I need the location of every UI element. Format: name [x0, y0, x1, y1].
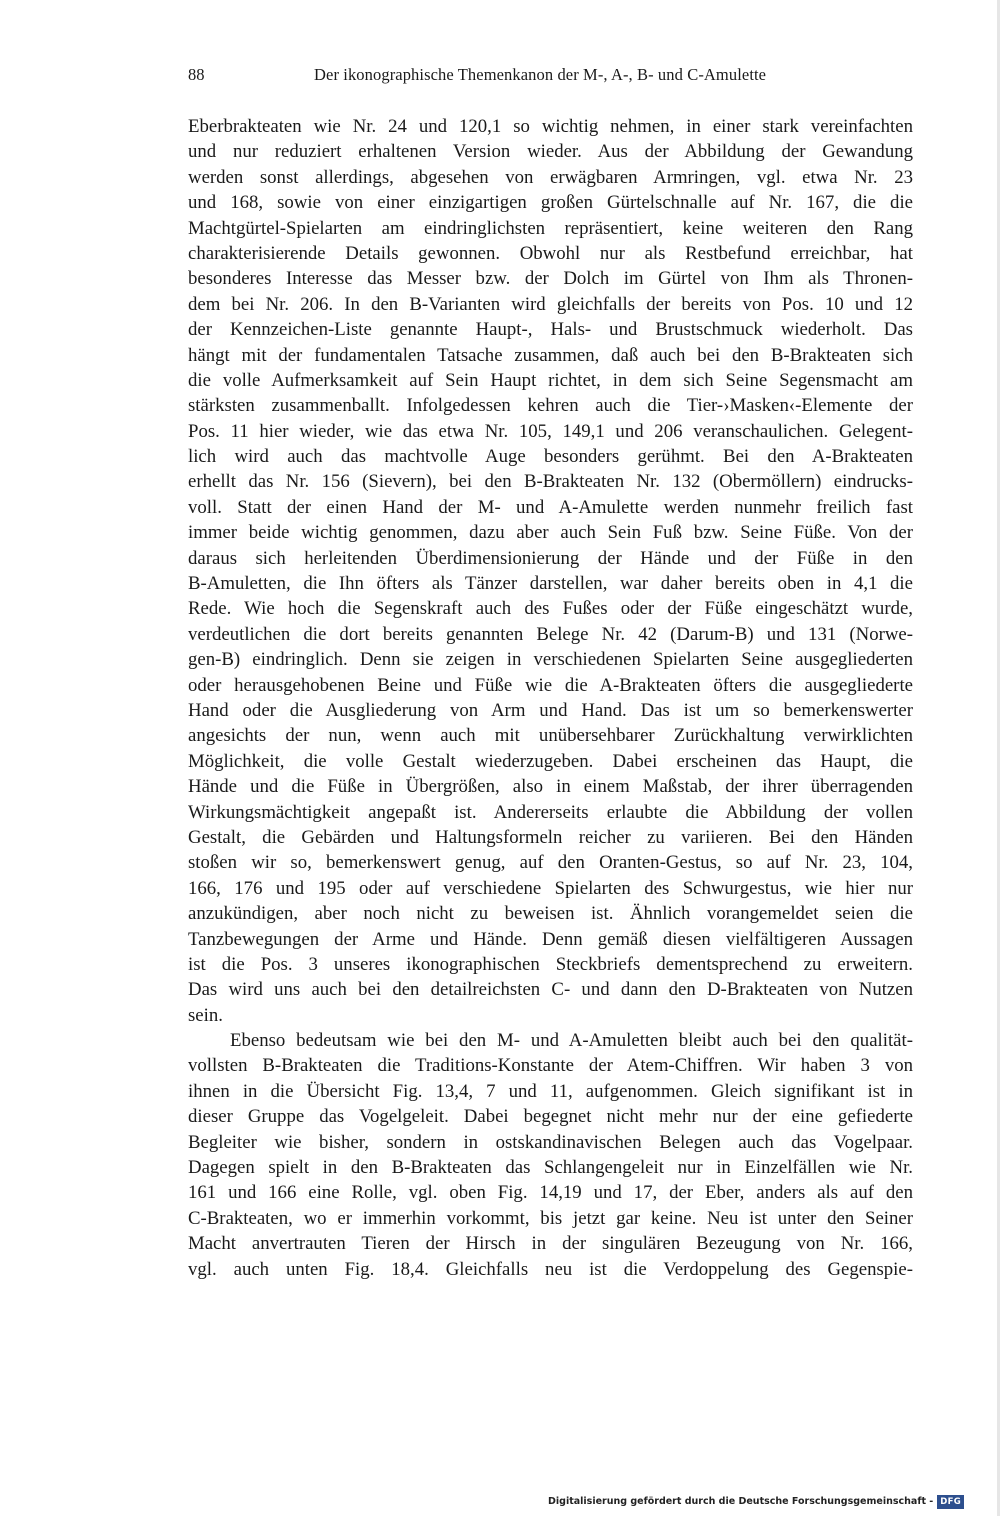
text-line: dem bei Nr. 206. In den B-Varianten wird gleichfalls der bereits von Pos. 10 und 12	[188, 293, 913, 315]
text-line: Gestalt, die Gebärden und Haltungsformeln reicher zu variieren. Bei den Händen	[188, 826, 913, 848]
text-line: Hand oder die Ausgliederung von Arm und Hand. Das ist um so bemerkenswerter	[188, 699, 913, 721]
text-line: stärksten zusammenballt. Infolgedessen kehren auch die Tier-›Masken‹-Elemente der	[188, 395, 913, 417]
text-line: 161 und 166 eine Rolle, vgl. oben Fig. 14,19 und 17, der Eber, anders als auf den	[188, 1182, 913, 1204]
text-line: verdeutlichen die dort bereits genannten Belege Nr. 42 (Darum-B) und 131 (Norwe-	[188, 623, 913, 645]
text-line: charakterisierende Details gewonnen. Obwohl nur als Restbefund erreichbar, hat	[188, 242, 913, 264]
text-line: Das wird uns auch bei den detailreichsten C- und dann den D-Brakteaten von Nutzen	[188, 979, 913, 1001]
text-line: Machtgürtel-Spielarten am eindringlichsten repräsentiert, keine weiteren den Rang	[188, 217, 913, 239]
digitization-credit	[548, 1494, 964, 1510]
text-line: vollsten B-Brakteaten die Traditions-Konstante der Atem-Chiffren. Wir haben 3 von	[188, 1055, 913, 1077]
text-line: die volle Aufmerksamkeit auf Sein Haupt richtet, in dem sich Seine Segensmacht am	[188, 369, 913, 391]
text-line: hängt mit der fundamentalen Tatsache zusammen, daß auch bei den B-Brakteaten sich	[188, 344, 913, 366]
text-line: stoßen wir so, bemerkenswert genug, auf den Oranten-Gestus, so auf Nr. 23, 104,	[188, 852, 913, 874]
text-line: Pos. 11 hier wieder, wie das etwa Nr. 105, 149,1 und 206 veranschaulichen. Gelegent-	[188, 420, 913, 442]
text-line: Begleiter wie bisher, sondern in ostskandinavischen Belegen auch das Vogelpaar.	[188, 1131, 913, 1153]
text-line: Möglichkeit, die volle Gestalt wiederzugeben. Dabei erscheinen das Haupt, die	[188, 750, 913, 772]
text-line-paragraph-start: Ebenso bedeutsam wie bei den M- und A-Amuletten bleibt auch bei den qualität-	[230, 1030, 913, 1052]
text-line: und 168, sowie von einer einzigartigen großen Gürtelschnalle auf Nr. 167, die die	[188, 192, 913, 214]
running-title: Der ikonographische Themenkanon der M-, A-, B- und C-Amulette	[314, 65, 767, 84]
text-line: Wirkungsmächtigkeit angepaßt ist. Andererseits erlaubte die Abbildung der vollen	[188, 801, 913, 823]
text-line: Hände und die Füße in Übergrößen, also in einem Maßstab, der ihrer überragenden	[188, 776, 913, 798]
text-line: Macht anvertrauten Tieren der Hirsch in der singulären Bezeugung von Nr. 166,	[188, 1233, 913, 1255]
text-line: B-Amuletten, die Ihn öfters als Tänzer darstellen, war daher bereits oben in 4,1 die	[188, 573, 913, 595]
text-line: daraus sich herleitenden Überdimensionierung der Hände und der Füße in den	[188, 547, 913, 569]
text-line: Dagegen spielt in den B-Brakteaten das Schlangengeleit nur in Einzelfällen wie Nr.	[188, 1157, 913, 1179]
credit-text: Digitalisierung gefördert durch die Deutsche Forschungsgemeinschaft -	[548, 1496, 934, 1507]
text-line: werden sonst allerdings, abgesehen von erwägbaren Armringen, vgl. etwa Nr. 23	[188, 166, 913, 188]
text-line: 166, 176 und 195 oder auf verschiedene Spielarten des Schwurgestus, wie hier nur	[188, 877, 913, 899]
text-line: anzukündigen, aber noch nicht zu beweisen ist. Ähnlich vorangemeldet seien die	[188, 903, 913, 925]
text-line: voll. Statt der einen Hand der M- und A-Amulette werden nunmehr freilich fast	[188, 496, 913, 518]
text-line: Eberbrakteaten wie Nr. 24 und 120,1 so wichtig nehmen, in einer stark vereinfachten	[188, 116, 913, 137]
page-header	[188, 62, 913, 88]
text-line: angesichts der nun, wenn auch mit unübersehbarer Zurückhaltung verwirklichten	[188, 725, 913, 747]
text-line: Rede. Wie hoch die Segenskraft auch des Fußes oder der Füße eingeschätzt wurde,	[188, 598, 913, 620]
text-line: der Kennzeichen-Liste genannte Haupt-, Hals- und Brustschmuck wiederholt. Das	[188, 319, 913, 341]
text-line: und nur reduziert erhaltenen Version wieder. Aus der Abbildung der Gewandung	[188, 141, 913, 163]
dfg-logo: DFG	[937, 1495, 964, 1509]
text-line: vgl. auch unten Fig. 18,4. Gleichfalls neu ist die Verdoppelung des Gegenspie-	[188, 1258, 913, 1280]
text-line: immer beide wichtig genommen, dazu aber auch Sein Fuß bzw. Seine Füße. Von der	[188, 522, 913, 544]
text-line: ihnen in die Übersicht Fig. 13,4, 7 und 11, aufgenommen. Gleich signifikant ist in	[188, 1080, 913, 1102]
text-line: oder herausgehobenen Beine und Füße wie die A-Brakteaten öfters die ausgegliederte	[188, 674, 913, 696]
text-line: C-Brakteaten, wo er immerhin vorkommt, bis jetzt gar keine. Neu ist unter den Seiner	[188, 1207, 913, 1229]
text-line-paragraph-end: sein.	[188, 1004, 223, 1026]
body-text	[188, 114, 913, 1282]
text-line: gen-B) eindringlich. Denn sie zeigen in verschiedenen Spielarten Seine ausgegliederten	[188, 649, 913, 671]
text-line: ist die Pos. 3 unseres ikonographischen Steckbriefs dementsprechend zu erweitern.	[188, 953, 913, 975]
text-line: erhellt das Nr. 156 (Sievern), bei den B-Brakteaten Nr. 132 (Obermöllern) eindrucks-	[188, 471, 913, 493]
text-line: lich wird auch das machtvolle Auge besonders gerühmt. Bei den A-Brakteaten	[188, 446, 913, 468]
text-line: besonderes Interesse das Messer bzw. der Dolch im Gürtel von Ihm als Thronen-	[188, 268, 913, 290]
page-number: 88	[188, 65, 205, 84]
text-line: dieser Gruppe das Vogelgeleit. Dabei begegnet nicht mehr nur der eine gefiederte	[188, 1106, 913, 1128]
text-line: Tanzbewegungen der Arme und Hände. Denn gemäß diesen vielfältigeren Aussagen	[188, 928, 913, 950]
